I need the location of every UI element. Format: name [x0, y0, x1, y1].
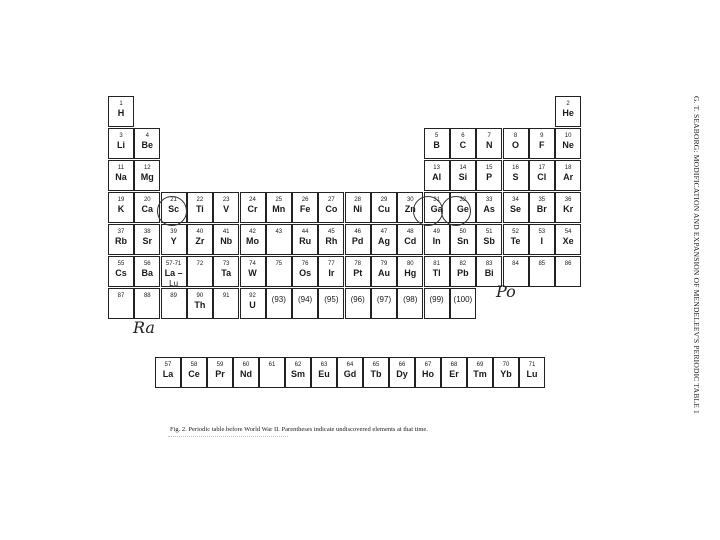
element-cell	[134, 288, 160, 319]
atomic-number: 12	[143, 165, 151, 171]
element-cell	[187, 288, 213, 319]
atomic-number: 28	[354, 197, 362, 203]
atomic-number: 45	[328, 229, 335, 235]
element-symbol: Ti	[195, 204, 204, 214]
element-cell	[240, 224, 266, 255]
element-symbol: He	[562, 108, 574, 118]
element-symbol: As	[483, 204, 495, 214]
element-cell	[371, 192, 397, 223]
element-cell	[529, 224, 555, 255]
element-cell	[450, 192, 476, 223]
element-symbol: Fe	[299, 204, 311, 214]
atomic-number: 49	[433, 229, 440, 235]
atomic-number: 1	[119, 101, 123, 107]
atomic-number: 13	[433, 165, 440, 171]
atomic-number: 85	[538, 261, 546, 267]
element-cell	[161, 256, 187, 287]
element-symbol: Zr	[195, 236, 205, 246]
atomic-number: 31	[433, 197, 440, 203]
atomic-number: 92	[249, 293, 256, 299]
atomic-number: 78	[354, 261, 362, 267]
element-symbol: Cs	[115, 268, 127, 278]
element-symbol: Be	[141, 140, 154, 150]
element-cell	[337, 357, 363, 388]
element-cell	[187, 224, 213, 255]
atomic-number: 14	[459, 165, 467, 171]
element-symbol: I	[540, 236, 544, 246]
element-symbol: Ga	[430, 204, 443, 214]
element-cell	[108, 256, 134, 287]
atomic-number: 24	[249, 197, 256, 203]
atomic-number: 27	[328, 197, 335, 203]
element-cell	[529, 192, 555, 223]
atomic-number: 19	[117, 197, 125, 203]
element-symbol: Pd	[351, 236, 364, 246]
element-symbol: Hg	[404, 268, 417, 278]
element-cell	[213, 288, 239, 319]
element-cell	[555, 256, 581, 287]
atomic-number: 83	[485, 261, 493, 267]
atomic-number: 33	[485, 197, 493, 203]
element-symbol: Ne	[562, 140, 574, 150]
element-symbol: Mn	[272, 204, 286, 214]
element-symbol: Al	[432, 172, 442, 182]
element-cell	[519, 357, 545, 388]
element-cell	[318, 256, 344, 287]
atomic-number: 11	[117, 165, 125, 171]
element-symbol: Ce	[188, 369, 200, 379]
element-symbol: Ar	[563, 172, 574, 182]
element-cell	[503, 224, 529, 255]
faint-footer-line	[168, 436, 288, 439]
element-cell	[345, 288, 371, 319]
element-cell	[292, 224, 318, 255]
element-symbol: Nb	[220, 236, 233, 246]
element-cell	[213, 256, 239, 287]
atomic-number: 55	[117, 261, 125, 267]
element-symbol: H	[117, 108, 125, 118]
element-cell	[345, 256, 371, 287]
atomic-number: 43	[275, 229, 283, 235]
atomic-number: 61	[268, 362, 276, 368]
atomic-number: 23	[222, 197, 230, 203]
handwritten-polonium: Po	[496, 282, 516, 301]
atomic-number: 20	[143, 197, 151, 203]
element-cell	[555, 96, 581, 127]
element-symbol: Te	[510, 236, 521, 246]
atomic-number: 39	[170, 229, 177, 235]
element-cell	[424, 224, 450, 255]
element-cell	[161, 192, 187, 223]
element-symbol: Cu	[378, 204, 390, 214]
element-cell	[476, 192, 502, 223]
element-cell	[529, 256, 555, 287]
element-cell	[292, 288, 318, 319]
element-symbol: Li	[117, 140, 125, 150]
element-symbol: (95)	[324, 295, 339, 304]
element-cell	[240, 288, 266, 319]
element-symbol: Yb	[500, 369, 512, 379]
atomic-number: 35	[538, 197, 546, 203]
atomic-number: 91	[222, 293, 230, 299]
atomic-number: 86	[564, 261, 572, 267]
element-cell	[450, 224, 476, 255]
element-cell	[345, 224, 371, 255]
atomic-number: 70	[502, 362, 510, 368]
element-cell	[450, 256, 476, 287]
atomic-number: 18	[564, 165, 572, 171]
element-cell	[181, 357, 207, 388]
atomic-number: 15	[485, 165, 493, 171]
element-cell	[108, 160, 134, 191]
atomic-number: 64	[346, 362, 354, 368]
atomic-number: 10	[564, 133, 572, 139]
element-symbol: (98)	[403, 295, 418, 304]
element-symbol: Na	[115, 172, 127, 182]
atomic-number: 37	[117, 229, 125, 235]
element-cell	[292, 256, 318, 287]
atomic-number: 66	[398, 362, 406, 368]
element-cell	[266, 192, 292, 223]
element-symbol: Os	[299, 268, 312, 278]
atomic-number: 32	[459, 197, 467, 203]
atomic-number: 72	[196, 261, 204, 267]
element-cell	[415, 357, 441, 388]
element-cell	[493, 357, 519, 388]
element-cell	[476, 160, 502, 191]
element-symbol: (97)	[376, 295, 392, 304]
element-cell	[259, 357, 285, 388]
element-symbol: Ag	[378, 236, 390, 246]
element-symbol: F	[539, 140, 545, 150]
element-cell	[371, 256, 397, 287]
element-symbol: Cd	[404, 236, 417, 246]
element-cell	[266, 224, 292, 255]
atomic-number: 34	[512, 197, 519, 203]
element-cell	[555, 160, 581, 191]
element-cell	[363, 357, 389, 388]
element-cell	[476, 224, 502, 255]
element-symbol: Ho	[422, 369, 434, 379]
handwritten-radium: Ra	[133, 318, 155, 337]
atomic-number: 7	[487, 133, 491, 139]
element-cell	[503, 128, 529, 159]
figure-caption: Fig. 2. Periodic table before World War II. Parentheses indicate undiscovered elements at that time.	[170, 426, 428, 433]
atomic-number: 25	[275, 197, 283, 203]
element-cell	[187, 192, 213, 223]
atomic-number: 46	[354, 229, 362, 235]
element-cell	[424, 160, 450, 191]
element-symbol: P	[486, 172, 493, 182]
atomic-number: 22	[196, 197, 204, 203]
element-cell	[207, 357, 233, 388]
element-symbol: Ca	[141, 204, 154, 214]
element-symbol: La	[162, 369, 174, 379]
element-symbol: Ba	[141, 268, 154, 278]
atomic-number: 41	[222, 229, 230, 235]
element-cell	[397, 288, 423, 319]
element-cell	[503, 192, 529, 223]
element-cell	[240, 192, 266, 223]
atomic-number: 57	[164, 362, 172, 368]
element-symbol: Dy	[396, 369, 408, 379]
atomic-number: 73	[222, 261, 230, 267]
atomic-number: 54	[564, 229, 572, 235]
atomic-number: 79	[380, 261, 388, 267]
element-cell	[555, 192, 581, 223]
atomic-number: 68	[450, 362, 458, 368]
element-cell	[134, 160, 160, 191]
element-symbol: Tl	[432, 268, 441, 278]
element-cell	[240, 256, 266, 287]
element-symbol: Zn	[404, 204, 416, 214]
element-symbol: Pr	[215, 369, 225, 379]
element-symbol: Xe	[562, 236, 574, 246]
atomic-number: 74	[249, 261, 256, 267]
element-symbol: (99)	[429, 295, 444, 304]
atomic-number: 58	[190, 362, 198, 368]
element-symbol: Tm	[473, 369, 487, 379]
element-cell	[134, 256, 160, 287]
element-cell	[108, 96, 134, 127]
element-symbol: Gd	[343, 369, 357, 379]
atomic-number: 6	[461, 133, 465, 139]
element-symbol: C	[459, 140, 467, 150]
element-cell	[134, 192, 160, 223]
atomic-number: 87	[117, 293, 125, 299]
atomic-number: 47	[380, 229, 388, 235]
atomic-number: 84	[512, 261, 519, 267]
element-cell	[503, 160, 529, 191]
element-symbol: Co	[325, 204, 338, 214]
element-symbol: Rb	[115, 236, 127, 246]
element-cell	[161, 224, 187, 255]
atomic-number: 60	[242, 362, 250, 368]
element-symbol: Eu	[318, 369, 330, 379]
element-cell	[108, 128, 134, 159]
atomic-number: 67	[424, 362, 432, 368]
element-cell	[424, 288, 450, 319]
element-symbol: La –	[164, 268, 183, 278]
atomic-number: 88	[143, 293, 151, 299]
element-symbol: Sc	[168, 204, 180, 214]
element-symbol: Sr	[142, 236, 153, 246]
element-symbol: Y	[170, 236, 177, 246]
atomic-number: 53	[538, 229, 546, 235]
atomic-number: 82	[459, 261, 467, 267]
element-symbol: U	[249, 300, 256, 310]
atomic-number: 3	[119, 133, 123, 139]
element-cell	[424, 256, 450, 287]
element-symbol: Tb	[370, 369, 382, 379]
atomic-number: 38	[143, 229, 151, 235]
element-cell	[311, 357, 337, 388]
atomic-number: 76	[301, 261, 309, 267]
element-symbol: Ir	[328, 268, 335, 278]
element-symbol: (100)	[453, 295, 473, 304]
element-cell	[161, 288, 187, 319]
element-symbol: Ta	[221, 268, 232, 278]
atomic-number: 9	[540, 133, 544, 139]
element-cell	[371, 224, 397, 255]
element-cell	[389, 357, 415, 388]
element-symbol: Nd	[240, 369, 252, 379]
element-cell	[476, 128, 502, 159]
element-symbol: V	[223, 204, 230, 214]
element-symbol: Si	[458, 172, 468, 182]
element-cell	[108, 192, 134, 223]
atomic-number: 89	[170, 293, 177, 299]
element-cell	[108, 288, 134, 319]
element-symbol: K	[117, 204, 125, 214]
atomic-number: 69	[476, 362, 484, 368]
atomic-number: 5	[434, 133, 439, 139]
element-symbol: Th	[194, 300, 206, 310]
element-symbol: Mg	[140, 172, 154, 182]
element-symbol: Ge	[456, 204, 469, 214]
element-cell	[555, 224, 581, 255]
element-cell	[397, 224, 423, 255]
atomic-number: 59	[216, 362, 224, 368]
element-symbol: O	[511, 140, 519, 150]
atomic-number: 75	[275, 261, 283, 267]
atomic-number: 16	[512, 165, 519, 171]
element-symbol: (93)	[271, 295, 286, 304]
atomic-number: 26	[301, 197, 309, 203]
element-cell	[213, 224, 239, 255]
element-cell	[318, 288, 344, 319]
element-cell	[266, 256, 292, 287]
atomic-number: 29	[380, 197, 388, 203]
element-symbol: In	[432, 236, 441, 246]
element-symbol: Er	[449, 369, 459, 379]
atomic-number: 42	[249, 229, 256, 235]
element-cell	[450, 128, 476, 159]
element-symbol: Sn	[457, 236, 469, 246]
element-cell	[397, 192, 423, 223]
element-symbol: Ni	[353, 204, 363, 214]
element-cell	[345, 192, 371, 223]
element-cell	[467, 357, 493, 388]
element-symbol: (96)	[350, 295, 365, 304]
atomic-number: 65	[372, 362, 380, 368]
atomic-number: 63	[320, 362, 328, 368]
element-symbol: B	[433, 140, 440, 150]
element-cell	[371, 288, 397, 319]
atomic-number: 80	[406, 261, 414, 267]
element-symbol: Se	[509, 204, 521, 214]
element-cell	[441, 357, 467, 388]
element-cell	[555, 128, 581, 159]
atomic-number: 2	[566, 101, 570, 107]
atomic-number: 44	[301, 229, 309, 235]
element-symbol: W	[248, 268, 257, 278]
element-cell	[318, 224, 344, 255]
atomic-number: 8	[513, 133, 518, 139]
atomic-number: 56	[143, 261, 151, 267]
element-cell	[450, 160, 476, 191]
element-cell	[233, 357, 259, 388]
element-cell	[187, 256, 213, 287]
element-symbol: Kr	[563, 204, 574, 214]
atomic-number: 17	[538, 165, 546, 171]
atomic-number: 50	[459, 229, 467, 235]
element-cell	[397, 256, 423, 287]
element-cell	[266, 288, 292, 319]
atomic-number: 40	[196, 229, 204, 235]
element-symbol: Au	[378, 268, 390, 278]
element-cell	[424, 192, 450, 223]
element-cell	[155, 357, 181, 388]
element-cell	[134, 128, 160, 159]
atomic-number: 77	[328, 261, 335, 267]
element-cell	[285, 357, 311, 388]
element-cell	[529, 160, 555, 191]
element-cell	[213, 192, 239, 223]
atomic-number: 71	[528, 362, 536, 368]
atomic-number: 48	[406, 229, 414, 235]
atomic-number: 57-71	[165, 261, 182, 267]
atomic-number: 4	[145, 133, 149, 139]
element-symbol: (94)	[297, 295, 313, 304]
element-cell	[450, 288, 476, 319]
element-symbol: S	[512, 172, 519, 182]
atomic-number: 81	[433, 261, 440, 267]
element-symbol: Br	[536, 204, 547, 214]
element-symbol: Lu	[169, 279, 179, 288]
element-symbol: Sb	[483, 236, 495, 246]
element-symbol: N	[485, 140, 493, 150]
element-symbol: Cl	[537, 172, 547, 182]
atomic-number: 21	[170, 197, 177, 203]
element-symbol: Lu	[526, 369, 538, 379]
element-symbol: Pt	[353, 268, 363, 278]
element-symbol: Mo	[246, 236, 259, 246]
atomic-number: 62	[294, 362, 302, 368]
element-cell	[318, 192, 344, 223]
atomic-number: 30	[406, 197, 414, 203]
element-cell	[108, 224, 134, 255]
atomic-number: 52	[512, 229, 519, 235]
element-symbol: Pb	[457, 268, 469, 278]
element-symbol: Bi	[484, 268, 494, 278]
element-cell	[134, 224, 160, 255]
element-cell	[424, 128, 450, 159]
atomic-number: 51	[485, 229, 493, 235]
element-cell	[292, 192, 318, 223]
atomic-number: 36	[564, 197, 572, 203]
side-title: G. T. SEABORG: MODIFICATION AND EXPANSION OF MENDELEEV'S PERIODIC TABLE 1	[692, 96, 701, 415]
atomic-number: 90	[196, 293, 204, 299]
element-symbol: Sm	[290, 369, 305, 379]
element-cell	[529, 128, 555, 159]
element-symbol: Rh	[325, 236, 338, 246]
element-symbol: Ru	[299, 236, 312, 246]
element-symbol: Cr	[247, 204, 258, 214]
